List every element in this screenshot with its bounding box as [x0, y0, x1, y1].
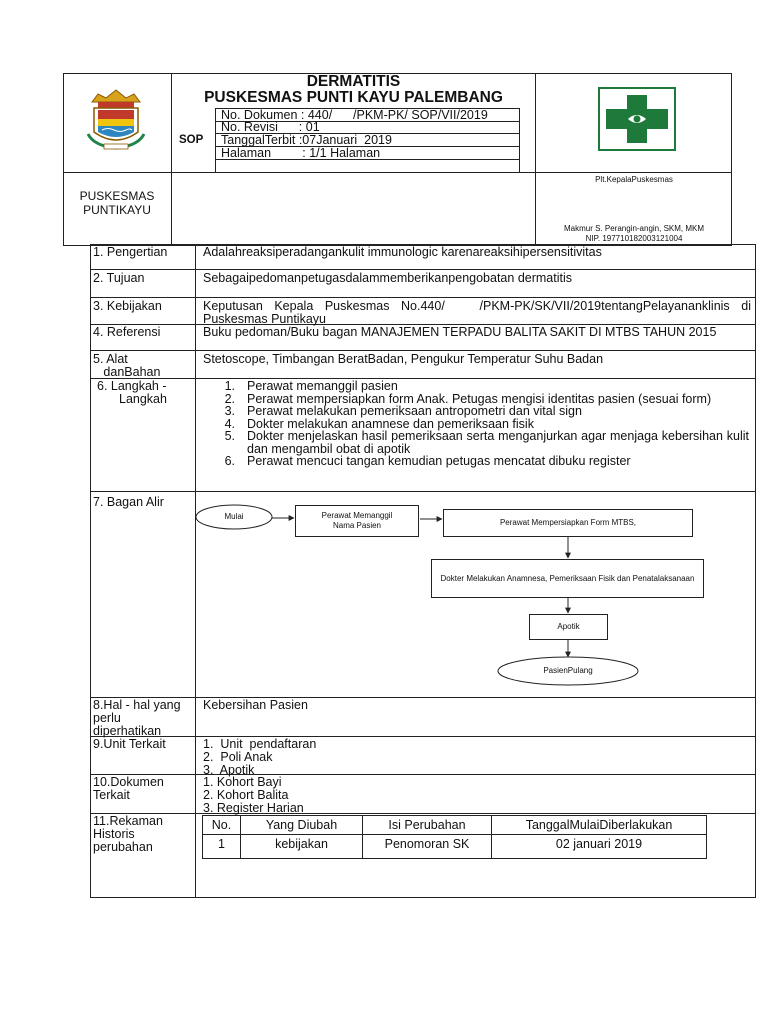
table-cell: 1	[203, 835, 241, 859]
doc-number: No. Dokumen : 440/ /PKM-PK/ SOP/VII/2019	[221, 108, 488, 122]
flow-call-patient: Perawat Memanggil Nama Pasien	[295, 505, 419, 537]
doc-page: Halaman : 1/1 Halaman	[221, 146, 381, 160]
alat-label-line2: danBahan	[93, 365, 161, 379]
langkah-label-line2: Langkah	[119, 392, 167, 406]
step-text: Dokter melakukan anamnese dan pemeriksaan fisik	[247, 416, 534, 431]
tujuan-label: 2. Tujuan	[93, 271, 145, 285]
kebijakan-label: 3. Kebijakan	[93, 299, 162, 313]
column-header: Yang Diubah	[241, 816, 363, 835]
rekaman-label	[93, 815, 163, 854]
flow-pharmacy: Apotik	[529, 614, 608, 640]
flow-start-label: Mulai	[224, 512, 244, 521]
step-text: Dokter menjelaskan hasil pemeriksaan serta menganjurkan agar menjaga kebersihan kulit dan mengambil obat di apotik	[247, 429, 749, 456]
hal-label-line2: perlu	[93, 711, 121, 725]
rekaman-label-line1: 11.Rekaman	[93, 814, 163, 828]
step-text: Perawat memanggil pasien	[247, 379, 398, 393]
hal-label-line3: diperhatikan	[93, 724, 162, 738]
pengertian-label: 1. Pengertian	[93, 245, 168, 259]
flow-end-label: PasienPulang	[543, 666, 593, 675]
rekaman-label-line2: Historis	[93, 827, 135, 841]
table-cell: kebijakan	[241, 835, 363, 859]
column-header: TanggalMulaiDiberlakukan	[492, 816, 707, 835]
tujuan-text: Sebagaipedomanpetugasdalammemberikanpengobatan dermatitis	[203, 271, 572, 285]
list-item: 2. Kohort Balita	[203, 788, 289, 802]
table-row	[203, 835, 707, 859]
table-cell: Penomoran SK	[363, 835, 492, 859]
list-item: 1. Kohort Bayi	[203, 775, 282, 789]
doc-issue-date: TanggalTerbit :07Januari 2019	[221, 133, 392, 147]
step-text: Perawat melakukan pemeriksaan antropometri dan vital sign	[247, 404, 582, 418]
org-name-line2: PUNTIKAYU	[83, 203, 151, 217]
flow-doctor-exam: Dokter Melakukan Anamnesa, Pemeriksaan Fisik dan Penatalaksanaan	[431, 559, 704, 598]
signer-name: Makmur S. Perangin-angin, SKM, MKM	[563, 224, 705, 233]
dokumen-label-line1: 10.Dokumen	[93, 775, 164, 789]
kebijakan-text: Keputusan Kepala Puskesmas No.440/ /PKM-PK/SK/VII/2019tentangPelayananklinis di Puskesmas Puntikayu	[203, 299, 755, 326]
hal-label-line1: 8.Hal - hal yang	[93, 698, 181, 712]
list-item: 3. Apotik	[203, 763, 255, 777]
signer-nip: NIP. 197710182003121004	[585, 234, 683, 243]
rekaman-label-line3: perubahan	[93, 840, 153, 854]
flow-prepare-form: Perawat Mempersiapkan Form MTBS,	[443, 509, 693, 537]
dokumen-label-line2: Terkait	[93, 788, 130, 802]
list-item: 2. Poli Anak	[203, 750, 273, 764]
bagan-alir-label: 7. Bagan Alir	[93, 495, 164, 509]
step-number: 3.	[224, 404, 235, 418]
dokumen-list	[203, 776, 304, 815]
step-number: 1.	[224, 379, 235, 393]
step-text: Perawat mempersiapkan form Anak. Petugas mengisi identitas pasien (sesuai form)	[247, 391, 712, 406]
document-title: DERMATITIS	[306, 73, 401, 90]
referensi-label: 4. Referensi	[93, 325, 161, 339]
unit-label: 9.Unit Terkait	[93, 737, 166, 751]
alat-text: Stetoscope, Timbangan BeratBadan, Pengukur Temperatur Suhu Badan	[203, 352, 604, 366]
step-number: 4.	[224, 416, 235, 431]
hal-label	[93, 699, 181, 738]
step-text: Perawat mencuci tangan kemudian petugas mencatat dibuku register	[247, 454, 631, 468]
table-cell: 02 januari 2019	[492, 835, 707, 859]
list-item: 1. Unit pendaftaran	[203, 737, 317, 751]
step-number: 6.	[224, 454, 235, 468]
column-header: No.	[203, 816, 241, 835]
org-name-line1: PUSKESMAS	[79, 189, 155, 203]
step-number: 5.	[224, 429, 235, 443]
list-item: 3. Register Harian	[203, 801, 304, 815]
table-header-row	[203, 816, 707, 835]
signer-title: Plt.KepalaPuskesmas	[595, 175, 673, 184]
hal-text: Kebersihan Pasien	[203, 698, 308, 712]
doc-revision: No. Revisi : 01	[221, 120, 320, 134]
history-table	[202, 815, 707, 859]
referensi-text: Buku pedoman/Buku bagan MANAJEMEN TERPADU BALITA SAKIT DI MTBS TAHUN 2015	[203, 325, 717, 339]
dokumen-label	[93, 776, 164, 802]
pengertian-text: Adalahreaksiperadangankulit immunologic karenareaksihipersensitivitas	[203, 245, 602, 259]
step-number: 2.	[224, 391, 235, 406]
column-header: Isi Perubahan	[363, 816, 492, 835]
sop-label: SOP	[179, 134, 204, 146]
document-subtitle: PUSKESMAS PUNTI KAYU PALEMBANG	[204, 89, 503, 106]
langkah-label-line1: 6. Langkah -	[97, 379, 167, 393]
unit-list	[203, 738, 316, 777]
alat-label-line1: 5. Alat	[93, 352, 128, 366]
